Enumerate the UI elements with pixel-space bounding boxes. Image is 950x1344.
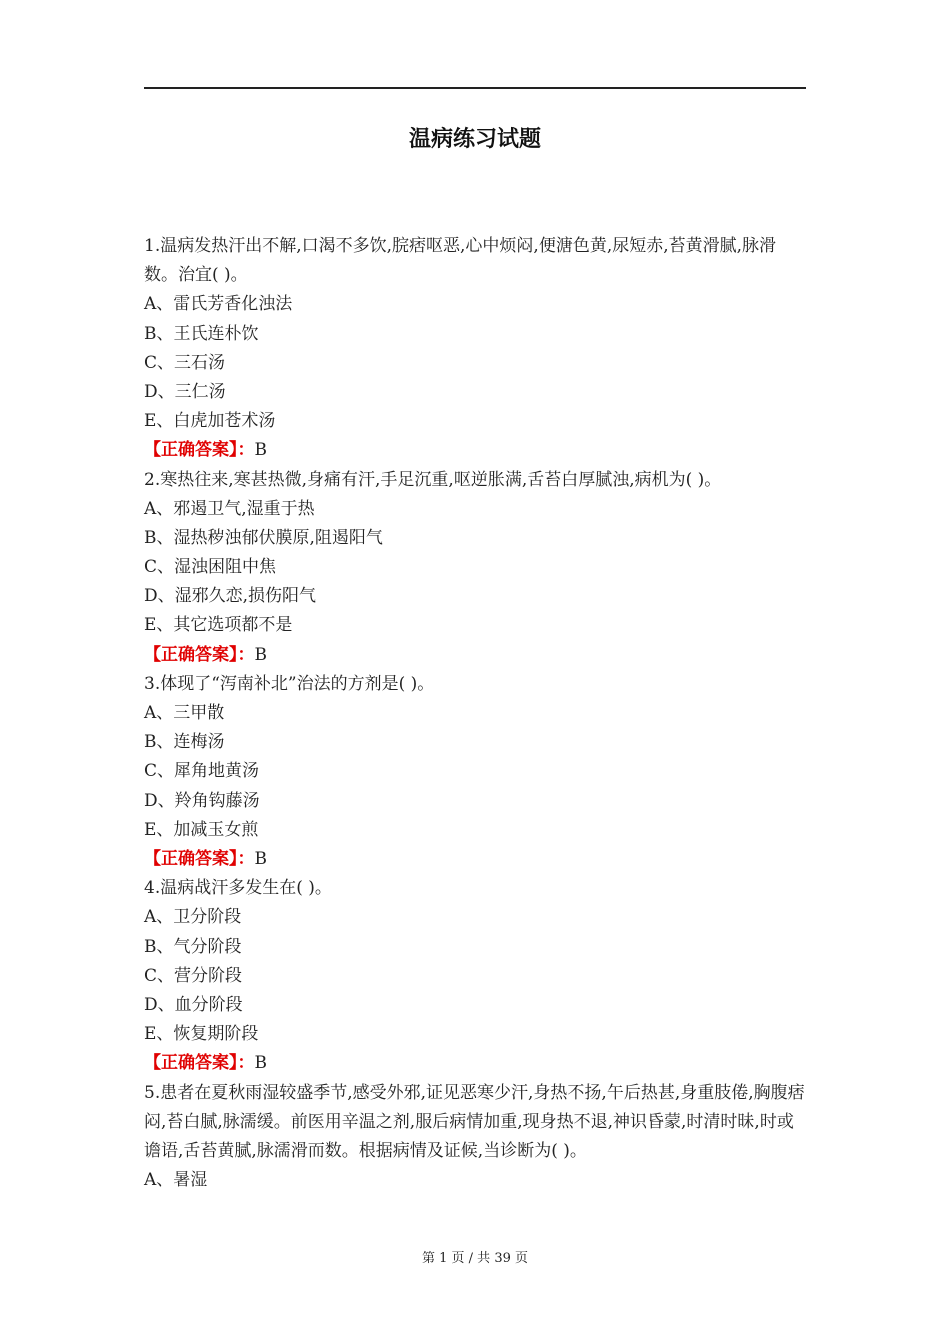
- option-e: E、其它选项都不是: [144, 615, 293, 636]
- option-c: C、湿浊困阻中焦: [144, 557, 277, 578]
- answer-label: 【正确答案】：: [144, 849, 255, 869]
- question-block: [144, 1079, 806, 1196]
- option-d: D、血分阶段: [144, 994, 243, 1015]
- question-block: [144, 466, 806, 670]
- answer-value: B: [254, 1053, 267, 1074]
- option-c: C、营分阶段: [144, 965, 243, 986]
- option-a: A、暑湿: [144, 1170, 208, 1191]
- option-a: A、邪遏卫气,湿重于热: [144, 498, 315, 519]
- option-e: E、加减玉女煎: [144, 819, 259, 840]
- option-a: A、雷氏芳香化浊法: [144, 294, 293, 315]
- answer-value: B: [254, 644, 267, 665]
- option-b: B、气分阶段: [144, 936, 242, 957]
- question-block: [144, 670, 806, 874]
- question-block: [144, 874, 806, 1078]
- option-d: D、羚角钩藤汤: [144, 790, 260, 811]
- answer-label: 【正确答案】：: [144, 1053, 255, 1074]
- question-block: [144, 232, 806, 466]
- answer-value: B: [254, 849, 267, 869]
- option-a: A、卫分阶段: [144, 907, 242, 928]
- answer-label: 【正确答案】：: [144, 644, 255, 665]
- option-d: D、湿邪久恋,损伤阳气: [144, 586, 317, 607]
- answer-label: 【正确答案】：: [144, 440, 255, 461]
- option-c: C、犀角地黄汤: [144, 761, 260, 782]
- header-rule: [144, 87, 806, 89]
- answer-line: [144, 845, 806, 874]
- question-stem: 4.温病战汗多发生在( )。: [144, 878, 332, 899]
- option-d: D、三仁汤: [144, 381, 226, 402]
- question-list: [144, 232, 806, 1195]
- option-b: B、湿热秽浊郁伏膜原,阻遏阳气: [144, 527, 383, 548]
- answer-line: [144, 436, 806, 465]
- question-stem: 1.温病发热汗出不解,口渴不多饮,脘痞呕恶,心中烦闷,便溏色黄,尿短赤,苔黄滑腻,脉滑数。治宜( )。: [144, 236, 777, 286]
- question-stem: 5.患者在夏秋雨湿较盛季节,感受外邪,证见恶寒少汗,身热不扬,午后热甚,身重肢倦,胸腹痞闷,苔白腻,脉濡缓。前医用辛温之剂,服后病情加重,现身热不退,神识昏蒙,时清时昧,时或谵语,舌苔黄腻,脉濡滑而数。根据病情及证候,当诊断为( )。: [144, 1082, 805, 1161]
- answer-value: B: [254, 440, 267, 461]
- option-b: B、连梅汤: [144, 732, 225, 753]
- page-footer: 第 1 页 / 共 39 页: [422, 1251, 528, 1266]
- option-a: A、三甲散: [144, 703, 225, 724]
- option-b: B、王氏连朴饮: [144, 323, 259, 344]
- option-e: E、恢复期阶段: [144, 1024, 259, 1045]
- answer-line: [144, 1049, 806, 1078]
- question-stem: 2.寒热往来,寒甚热微,身痛有汗,手足沉重,呕逆胀满,舌苔白厚腻浊,病机为( )。: [144, 469, 722, 490]
- option-e: E、白虎加苍术汤: [144, 411, 276, 432]
- answer-line: [144, 641, 806, 670]
- page-title: 温病练习试题: [408, 127, 541, 152]
- option-c: C、三石汤: [144, 352, 226, 373]
- question-stem: 3.体现了“泻南补北”治法的方剂是( )。: [144, 673, 435, 694]
